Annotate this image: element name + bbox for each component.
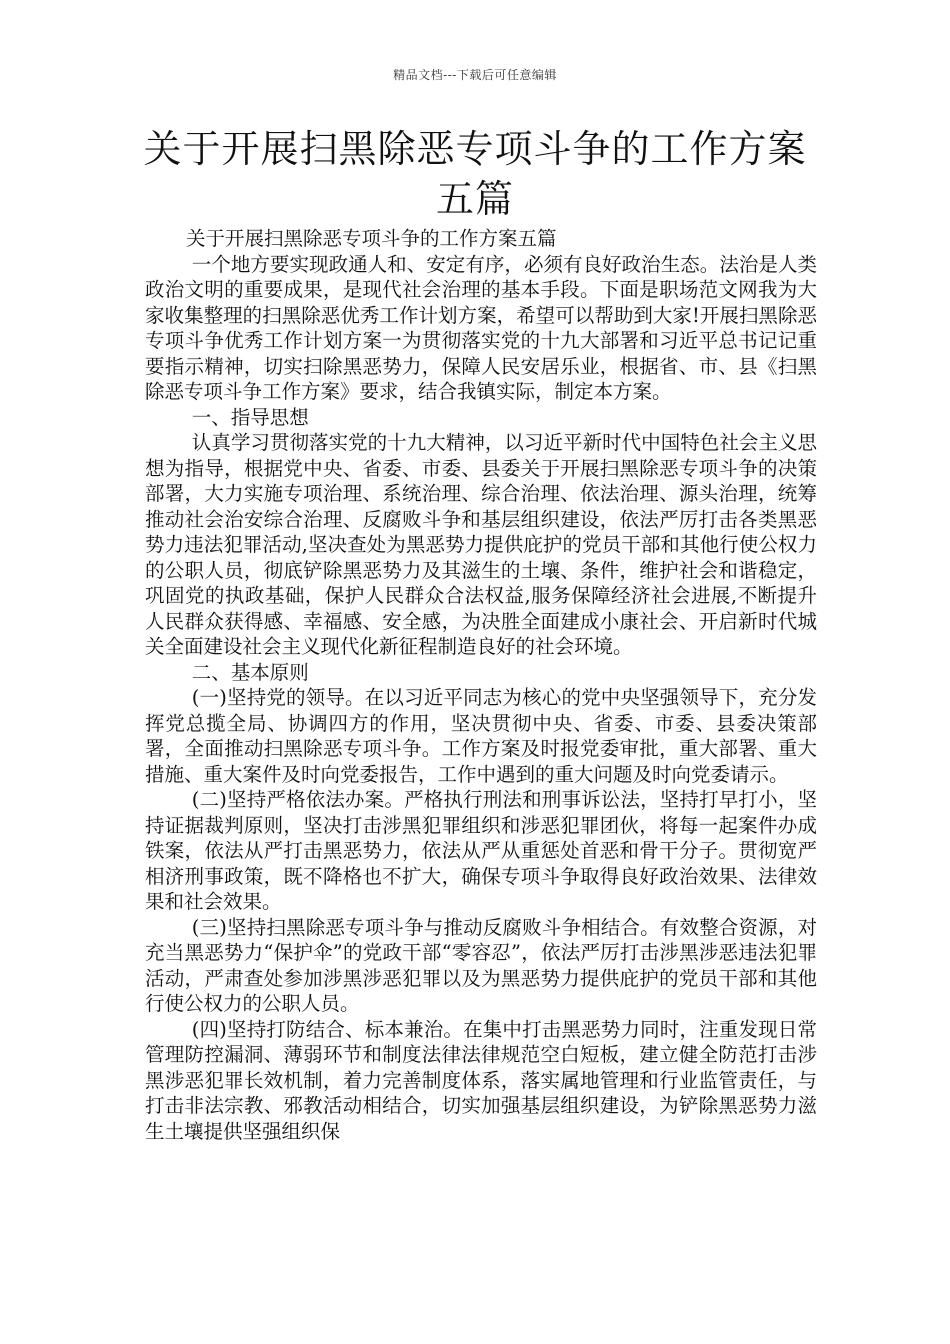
document-title: 关于开展扫黑除恶专项斗争的工作方案五篇 [143,127,807,221]
document-body [145,226,817,1144]
paragraph-intro: 一个地方要实现政通人和、安定有序，必须有良好政治生态。法治是人类政治文明的重要成果，是现代社会治理的基本手段。下面是职场范文网我为大家收集整理的扫黑除恶优秀工作计划方案，希望可以帮助到大家!开展扫黑除恶专项斗争优秀工作计划方案一为贯彻落实党的十九大部署和习近平总书记记重要指示精神，切实扫除黑恶势力，保障人民安居乐业，根据省、市、县《扫黑除恶专项斗争工作方案》要求，结合我镇实际，制定本方案。 [145,252,817,403]
paragraph-principle-2: (二)坚持严格依法办案。严格执行刑法和刑事诉讼法，坚持打早打小，坚持证据裁判原则，坚决打击涉黑犯罪组织和涉恶犯罪团伙，将每一起案件办成铁案，依法从严打击黑恶势力，依法从严从重惩处首恶和骨干分子。贯彻宽严相济刑事政策，既不降格也不扩大，确保专项斗争取得良好政治效果、法律效果和社会效果。 [145,788,817,913]
paragraph-principle-4: (四)坚持打防结合、标本兼治。在集中打击黑恶势力同时，注重发现日常管理防控漏洞、薄弱环节和制度法律法律规范空白短板，建立健全防范打击涉黑涉恶犯罪长效机制，着力完善制度体系，落实属地管理和行业监管责任，与打击非法宗教、邪教活动相结合，切实加强基层组织建设，为铲除黑恶势力滋生土壤提供坚强组织保 [145,1017,817,1143]
paragraph-principle-1: (一)坚持党的领导。在以习近平同志为核心的党中央坚强领导下，充分发挥党总揽全局、协调四方的作用，坚决贯彻中央、省委、市委、县委决策部署，全面推动扫黑除恶专项斗争。工作方案及时报党委审批，重大部署、重大措施、重大案件及时向党委报告，工作中遇到的重大问题及时向党委请示。 [145,686,817,786]
section-heading-guiding-ideology: 一、指导思想 [191,405,309,429]
paragraph-subtitle: 关于开展扫黑除恶专项斗争的工作方案五篇 [185,227,557,250]
section-heading-basic-principles: 二、基本原则 [191,660,309,684]
paragraph-principle-3: (三)坚持扫黑除恶专项斗争与推动反腐败斗争相结合。有效整合资源，对充当黑恶势力“保护伞”的党政干部“零容忍”，依法严厉打击涉黑涉恶违法犯罪活动，严肃查处参加涉黑涉恶犯罪以及为黑恶势力提供庇护的党员干部和其他行使公权力的公职人员。 [145,915,817,1015]
header-note: 精品文档---下载后可任意编辑 [393,68,557,82]
paragraph-guiding-ideology: 认真学习贯彻落实党的十九大精神，以习近平新时代中国特色社会主义思想为指导，根据党中央、省委、市委、县委关于开展扫黑除恶专项斗争的决策部署，大力实施专项治理、系统治理、综合治理、依法治理、源头治理，统筹推动社会治安综合治理、反腐败斗争和基层组织建设，依法严厉打击各类黑恶势力违法犯罪活动,坚决查处为黑恶势力提供庇护的党员干部和其他行使公权力的公职人员，彻底铲除黑恶势力及其滋生的土壤、条件，维护社会和谐稳定，巩固党的执政基础，保护人民群众合法权益,服务保障经济社会进展,不断提升人民群众获得感、幸福感、安全感，为决胜全面建成小康社会、开启新时代城关全面建设社会主义现代化新征程制造良好的社会环境。 [145,431,817,658]
